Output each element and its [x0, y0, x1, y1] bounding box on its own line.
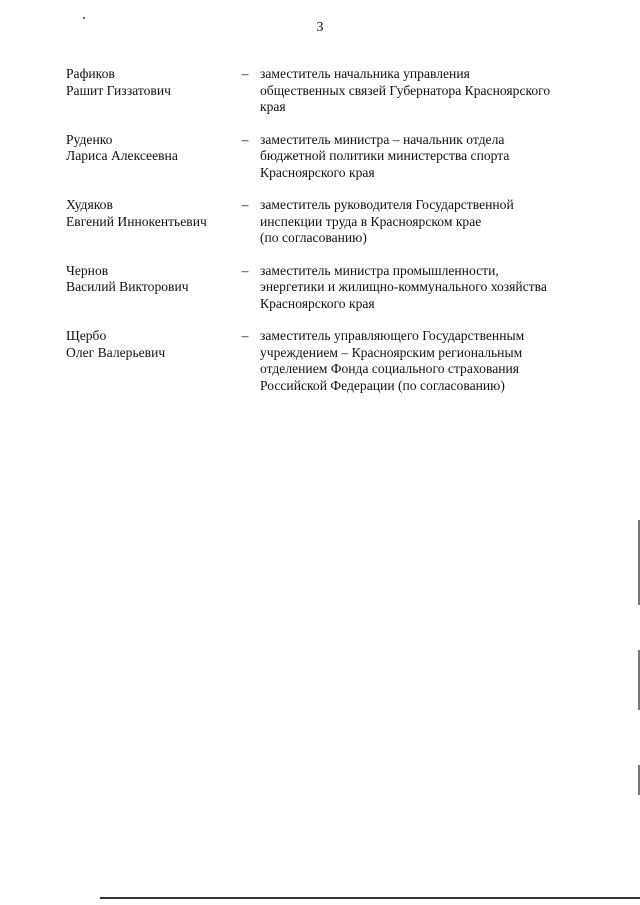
- surname: Рафиков: [66, 66, 115, 81]
- given-names: Лариса Алексеевна: [66, 148, 178, 163]
- position-line: заместитель начальника управления: [260, 66, 470, 81]
- scan-bottom-line: [100, 897, 640, 899]
- list-item: [66, 66, 606, 116]
- person-name: [66, 263, 236, 296]
- position-description: [260, 197, 606, 247]
- person-name: [66, 66, 236, 99]
- position-line: бюджетной политики министерства спорта: [260, 148, 510, 163]
- page-number: 3: [316, 20, 324, 35]
- position-line: энергетики и жилищно-коммунального хозяйства: [260, 279, 547, 294]
- dash-separator: –: [241, 197, 249, 212]
- position-line: заместитель руководителя Государственной: [260, 197, 514, 212]
- position-line: отделением Фонда социального страхования: [260, 361, 520, 376]
- list-item: [66, 328, 606, 394]
- position-description: [260, 66, 606, 116]
- list-item: [66, 263, 606, 313]
- position-description: [260, 132, 606, 182]
- position-line: (по согласованию): [260, 230, 367, 245]
- person-name: [66, 132, 236, 165]
- given-names: Олег Валерьевич: [66, 344, 166, 360]
- given-names: Василий Викторович: [66, 279, 189, 294]
- position-line: заместитель министра – начальник отдела: [260, 131, 505, 147]
- position-line: общественных связей Губернатора Красноярского: [260, 82, 551, 98]
- position-line: Российской Федерации (по согласованию): [260, 377, 505, 393]
- dash-separator: –: [241, 262, 249, 278]
- person-name: [66, 197, 236, 230]
- position-line: заместитель управляющего Государственным: [260, 328, 525, 343]
- position-description: [260, 328, 606, 394]
- dash-separator: –: [241, 131, 249, 147]
- dash-separator: –: [241, 66, 249, 81]
- scan-speck: [83, 17, 85, 19]
- position-line: заместитель министра промышленности,: [260, 262, 499, 278]
- person-name: [66, 328, 236, 361]
- surname: Щербо: [66, 328, 107, 343]
- surname: Худяков: [66, 197, 113, 212]
- dash-separator: –: [241, 328, 249, 343]
- given-names: Евгений Иннокентьевич: [66, 213, 207, 229]
- given-names: Рашит Гиззатович: [66, 82, 171, 98]
- position-line: учреждением – Красноярским региональным: [260, 344, 523, 360]
- surname: Чернов: [66, 262, 109, 278]
- position-line: Красноярского края: [260, 295, 375, 311]
- member-list: [66, 66, 606, 410]
- position-line: Красноярского края: [260, 164, 375, 180]
- surname: Руденко: [66, 131, 113, 147]
- position-description: [260, 263, 606, 313]
- list-item: [66, 132, 606, 182]
- position-line: инспекции труда в Красноярском крае: [260, 213, 482, 229]
- position-line: края: [260, 99, 286, 114]
- list-item: [66, 197, 606, 247]
